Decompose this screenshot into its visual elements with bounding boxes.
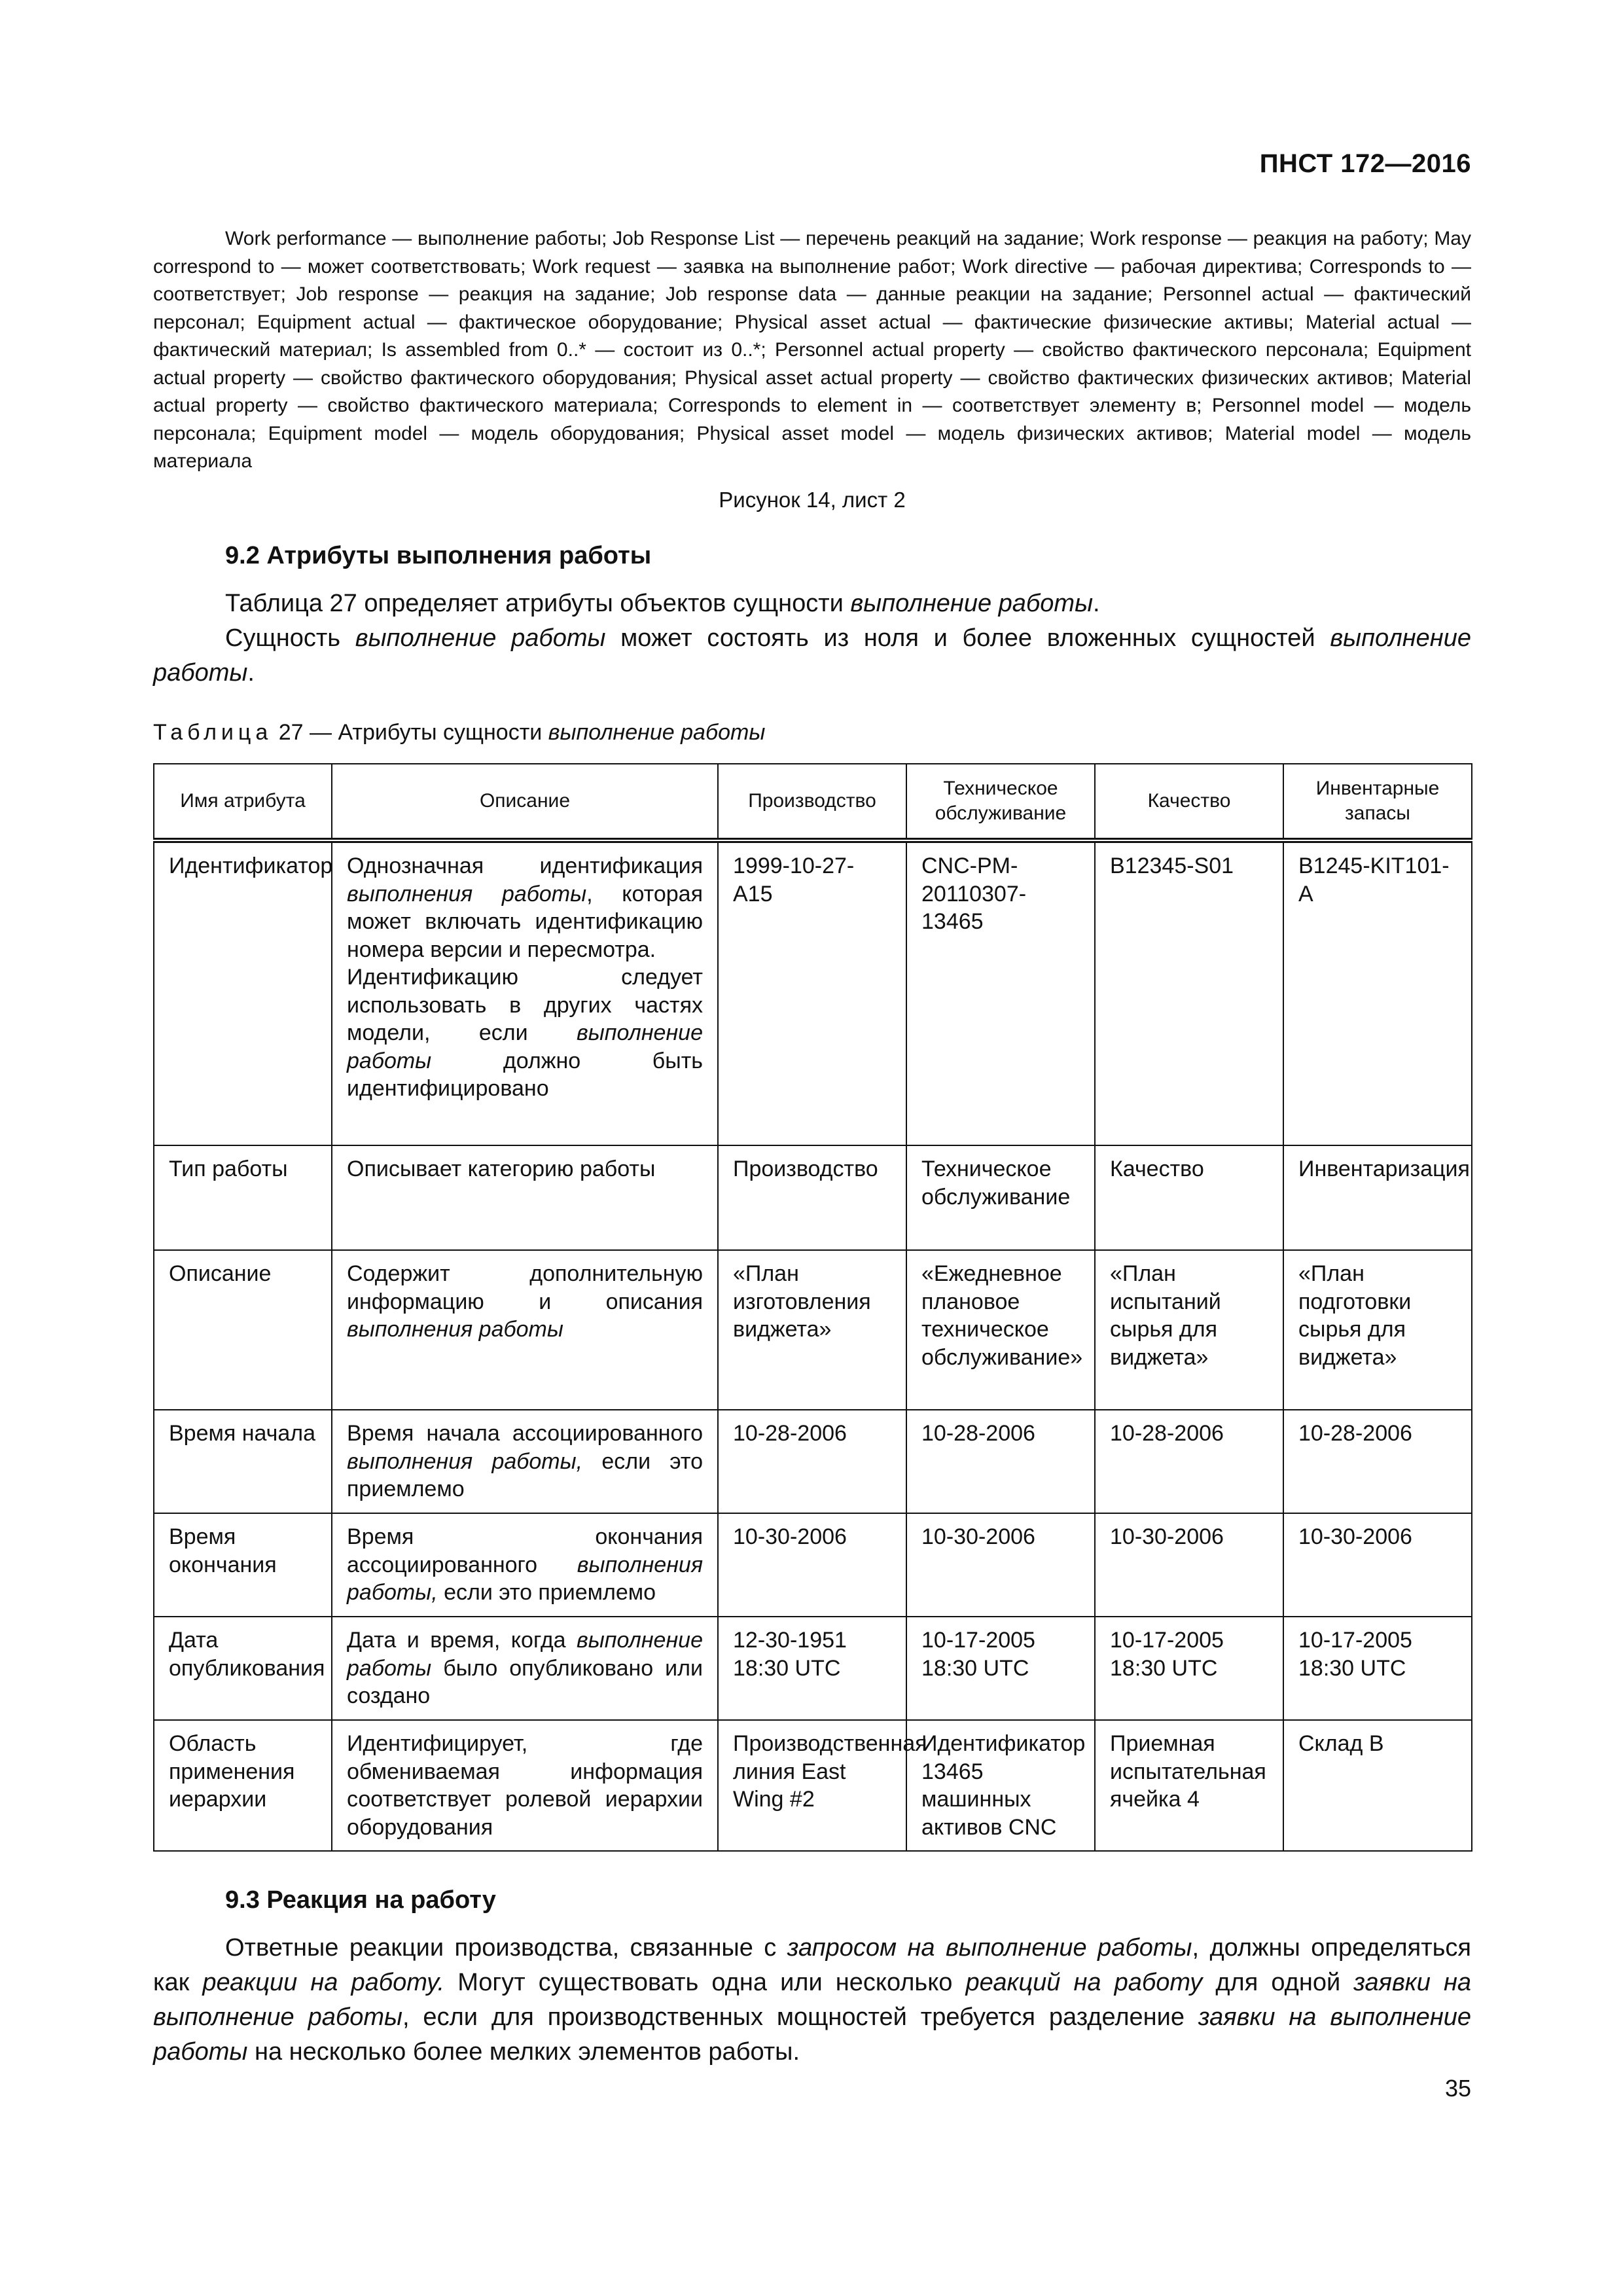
table-row bbox=[154, 840, 1472, 1145]
italic-term: выполнения работы, bbox=[347, 1552, 703, 1605]
column-header: Описание bbox=[332, 764, 718, 840]
production-value: 10-28-2006 bbox=[718, 1410, 906, 1513]
attribute-description bbox=[332, 840, 718, 1145]
attribute-name: Описание bbox=[154, 1250, 332, 1410]
maintenance-value: Идентификатор 13465 машинных активов CNC bbox=[906, 1720, 1095, 1851]
italic-term: выполнение работы bbox=[347, 1020, 703, 1073]
italic-term: выполнение работы bbox=[355, 624, 606, 652]
inventory-value: Инвентаризация bbox=[1283, 1145, 1472, 1250]
maintenance-value: 10-28-2006 bbox=[906, 1410, 1095, 1513]
attribute-name: Время начала bbox=[154, 1410, 332, 1513]
maintenance-value: 10-30-2006 bbox=[906, 1513, 1095, 1617]
text: для одной bbox=[1202, 1969, 1354, 1996]
text: Ответные реакции производства, связанные с bbox=[225, 1934, 787, 1962]
production-value: 10-30-2006 bbox=[718, 1513, 906, 1617]
inventory-value: 10-30-2006 bbox=[1283, 1513, 1472, 1617]
table-row bbox=[154, 1720, 1472, 1851]
text: было опубликовано или создано bbox=[347, 1655, 703, 1708]
attribute-name: Область применения иерархии bbox=[154, 1720, 332, 1851]
text: может состоять из ноля и более вложенных сущностей bbox=[605, 624, 1330, 652]
inventory-value: 10-17-2005 18:30 UTC bbox=[1283, 1617, 1472, 1720]
column-header: Производство bbox=[718, 764, 906, 840]
inventory-value: 10-28-2006 bbox=[1283, 1410, 1472, 1513]
text: Идентификацию следует использовать в других частях модели, если bbox=[347, 965, 703, 1045]
text: Сущность bbox=[225, 624, 355, 652]
description-paragraph bbox=[347, 852, 703, 963]
column-header: Инвентарные запасы bbox=[1283, 764, 1472, 840]
text: , если для производственных мощностей требуется разделение bbox=[402, 2003, 1198, 2031]
table-row bbox=[154, 1617, 1472, 1720]
table-row bbox=[154, 1145, 1472, 1250]
italic-term: запросом на выполнение работы bbox=[787, 1934, 1192, 1962]
inventory-value: «План подготовки сырья для виджета» bbox=[1283, 1250, 1472, 1410]
attribute-name: Время окончания bbox=[154, 1513, 332, 1617]
table-row bbox=[154, 1250, 1472, 1410]
paragraph-work-response bbox=[153, 1931, 1471, 2070]
section-heading-9-3: 9.3 Реакция на работу bbox=[225, 1886, 496, 1914]
quality-value: «План испытаний сырья для виджета» bbox=[1095, 1250, 1283, 1410]
attribute-description bbox=[332, 1617, 718, 1720]
attribute-name: Тип работы bbox=[154, 1145, 332, 1250]
text: Могут существовать одна или несколько bbox=[444, 1969, 966, 1996]
table-caption-label: Таблица bbox=[153, 720, 273, 745]
text: Дата и время, когда bbox=[347, 1628, 577, 1653]
text: если это приемлемо bbox=[347, 1448, 703, 1501]
attribute-description bbox=[332, 1513, 718, 1617]
document-id: ПНСТ 172—2016 bbox=[1259, 149, 1471, 178]
table-header-row bbox=[154, 764, 1472, 840]
text: Однозначная идентификация bbox=[347, 853, 703, 878]
quality-value: 10-28-2006 bbox=[1095, 1410, 1283, 1513]
italic-term: заявки на выполнение работы bbox=[153, 1969, 1472, 2031]
quality-value: Качество bbox=[1095, 1145, 1283, 1250]
attributes-table bbox=[153, 763, 1472, 1852]
table-caption-text: 27 — Атрибуты сущности bbox=[272, 720, 548, 745]
italic-term: выполнения работы bbox=[347, 881, 587, 906]
text: . bbox=[1093, 590, 1100, 617]
text: , должны определяться как bbox=[153, 1934, 1471, 1996]
italic-term: выполнения работы, bbox=[347, 1448, 583, 1474]
maintenance-value: «Ежедневное плановое техническое обслуживание» bbox=[906, 1250, 1095, 1410]
maintenance-value: Техническое обслуживание bbox=[906, 1145, 1095, 1250]
section-heading-9-2: 9.2 Атрибуты выполнения работы bbox=[225, 542, 652, 569]
production-value: 1999-10-27-A15 bbox=[718, 840, 906, 1145]
inventory-value: B1245-KIT101-A bbox=[1283, 840, 1472, 1145]
production-value: 12-30-1951 18:30 UTC bbox=[718, 1617, 906, 1720]
maintenance-value: CNC-PM-20110307-13465 bbox=[906, 840, 1095, 1145]
text: если это приемлемо bbox=[437, 1580, 656, 1605]
text: . bbox=[247, 659, 255, 687]
table-row bbox=[154, 1513, 1472, 1617]
table-row bbox=[154, 1410, 1472, 1513]
quality-value: B12345-S01 bbox=[1095, 840, 1283, 1145]
quality-value: 10-30-2006 bbox=[1095, 1513, 1283, 1617]
attribute-description: Идентифицирует, где обмениваемая информация соответствует ролевой иерархии оборудования bbox=[332, 1720, 718, 1851]
description-paragraph bbox=[347, 963, 703, 1103]
paragraph-nesting bbox=[153, 621, 1471, 691]
column-header: Имя атрибута bbox=[154, 764, 332, 840]
production-value: Производственная линия East Wing #2 bbox=[718, 1720, 906, 1851]
quality-value: 10-17-2005 18:30 UTC bbox=[1095, 1617, 1283, 1720]
attribute-name: Дата опубликования bbox=[154, 1617, 332, 1720]
figure-caption: Рисунок 14, лист 2 bbox=[719, 488, 906, 512]
italic-term: выполнение работы bbox=[850, 590, 1094, 617]
table-caption-italic: выполнение работы bbox=[548, 720, 766, 745]
text: Время начала ассоциированного bbox=[347, 1421, 703, 1446]
text: Время окончания ассоциированного bbox=[347, 1524, 703, 1577]
figure-legend: Work performance — выполнение работы; Job Response List — перечень реакций на задание; Work response — реакция на работу; May correspond to — может соответствовать; Work request — заявка на выполнение работ; Work directive — рабочая директива; Corresponds to — соответствует; Job response — реакция на задание; Job response data — данные реакции на задание; Personnel actual — фактический персонал; Equipment actual — фактическое оборудование; Physical asset actual — фактические физические активы; Material actual — фактический материал; Is assembled from 0..* — состоит из 0..*; Personnel actual property — свойство фактического персонала; Equipment actual property — свойство фактического оборудования; Physical asset actual property — свойство фактических физических активов; Material actual property — свойство фактического материала; Corresponds to element in — соответствует элементу в; Personnel model — модель персонала; Equipment model — модель оборудования; Physical asset model — модель физических активов; Material model — модель материала bbox=[153, 228, 1471, 472]
italic-term: выполнение работы bbox=[153, 624, 1471, 687]
paragraph-table-27-intro bbox=[153, 586, 1471, 621]
text: на несколько более мелких элементов работы. bbox=[247, 2038, 800, 2066]
production-value: «План изготовления виджета» bbox=[718, 1250, 906, 1410]
text: , которая может включать идентификацию номера версии и пересмотра. bbox=[347, 881, 703, 962]
attribute-name: Идентификатор bbox=[154, 840, 332, 1145]
text: Таблица 27 определяет атрибуты объектов сущности bbox=[225, 590, 851, 617]
attribute-description bbox=[332, 1250, 718, 1410]
inventory-value: Склад B bbox=[1283, 1720, 1472, 1851]
italic-term: заявки на выполнение работы bbox=[153, 2003, 1471, 2066]
attribute-description: Описывает категорию работы bbox=[332, 1145, 718, 1250]
text: Содержит дополнительную информацию и описания bbox=[347, 1261, 703, 1314]
attribute-description bbox=[332, 1410, 718, 1513]
production-value: Производство bbox=[718, 1145, 906, 1250]
maintenance-value: 10-17-2005 18:30 UTC bbox=[906, 1617, 1095, 1720]
italic-term: реакций на работу bbox=[965, 1969, 1203, 1996]
page-number: 35 bbox=[1444, 2075, 1471, 2102]
quality-value: Приемная испытательная ячейка 4 bbox=[1095, 1720, 1283, 1851]
table-caption bbox=[153, 720, 765, 745]
italic-term: реакции на работу. bbox=[202, 1969, 445, 1996]
column-header: Техническое обслуживание bbox=[906, 764, 1095, 840]
text: должно быть идентифицировано bbox=[347, 1048, 703, 1101]
italic-term: выполнение работы bbox=[347, 1628, 703, 1681]
italic-term: выполнения работы bbox=[347, 1317, 563, 1342]
column-header: Качество bbox=[1095, 764, 1283, 840]
